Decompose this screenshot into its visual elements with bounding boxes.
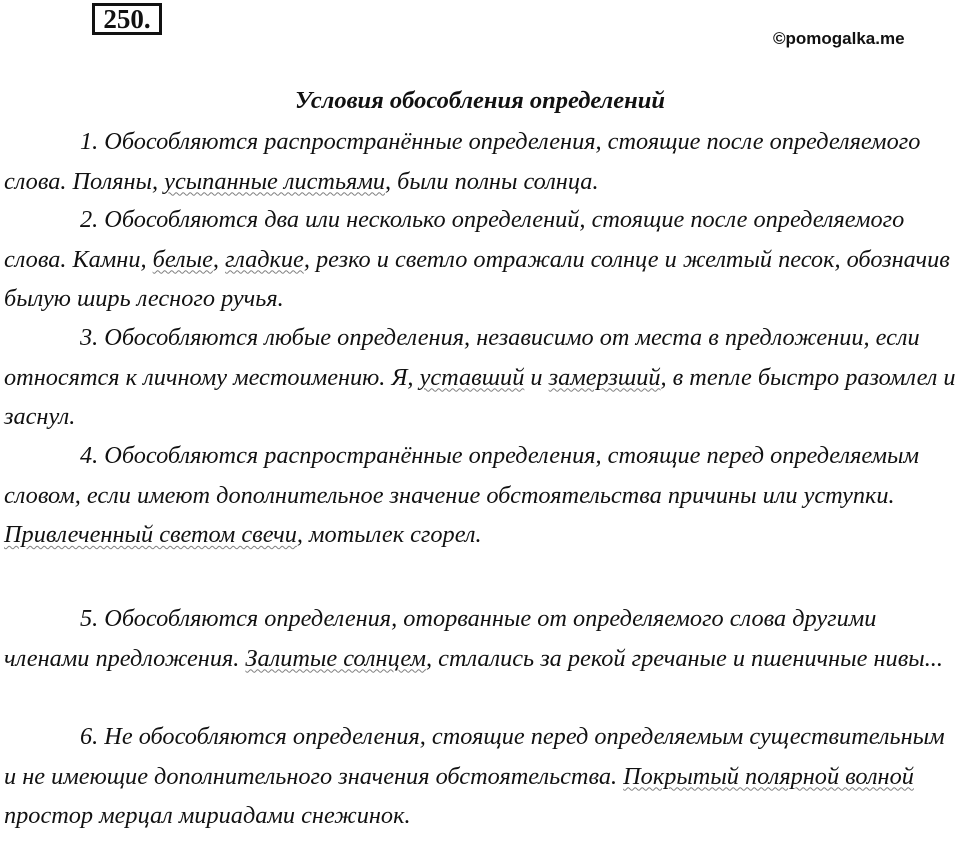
marked-definition: Покрытый полярной волной [623,762,914,790]
example-text: Камни, [66,245,153,273]
marked-definition: усыпанные листьями [164,167,385,195]
example-text: , [212,245,226,273]
marked-definition: Привлеченный светом свечи [4,521,297,548]
example-text: , в тепле быстро разомлел и заснул. [4,363,956,430]
rule-text: 1. Обособляются распространённые определения, стоящие после определяемого слова. [4,128,921,195]
example-text: Поляны, [66,167,165,195]
marked-definition: Залитые солнцем [245,644,427,672]
rule-paragraph-3 [4,318,956,437]
rule-paragraph-1 [4,122,956,201]
example-text: и [524,363,549,391]
task-number-badge: 250. [92,3,162,35]
rule-text: 5. Обособляются определения, оторванные от определяемого слова другими членами предложения. [4,605,877,672]
site-watermark: ©pomogalka.me [773,29,905,48]
example-text: , мотылек сгорел. [296,521,482,548]
rule-paragraph-2 [4,200,956,319]
rule-text: 6. Не обособляются определения, стоящие перед определяемым существительным и не имеющие дополнительного значения обстоятельства. [4,723,945,790]
example-text: , стлались за рекой гречаные и пшеничные нивы... [426,644,943,672]
marked-definition: замерзший [548,363,661,391]
rule-text: 4. Обособляются распространённые определения, стоящие перед определяемым словом, если имеют дополнительное значение обстоятельства причины или уступки. [4,442,920,509]
example-text: , были полны солнца. [384,167,599,195]
document-title: Условия обособления определений [295,87,665,114]
example-text: Я, [385,363,420,391]
marked-definition: гладкие [225,245,304,273]
rule-text: 2. Обособляются два или несколько определений, стоящие после определяемого слова. [4,206,905,273]
marked-definition: белые [152,245,213,273]
rule-text: 3. Обособляются любые определения, независимо от места в предложении, если относятся к личному местоимению. [4,324,920,391]
rule-paragraph-6 [4,717,956,836]
rule-paragraph-4 [4,436,956,555]
rule-paragraph-5 [4,599,956,678]
marked-definition: уставший [419,363,525,391]
example-text: простор мерцал мириадами снежинок. [4,802,411,829]
example-text: , резко и светло отражали солнце и желтый песок, обозначив былую ширь лесного ручья. [4,245,950,312]
